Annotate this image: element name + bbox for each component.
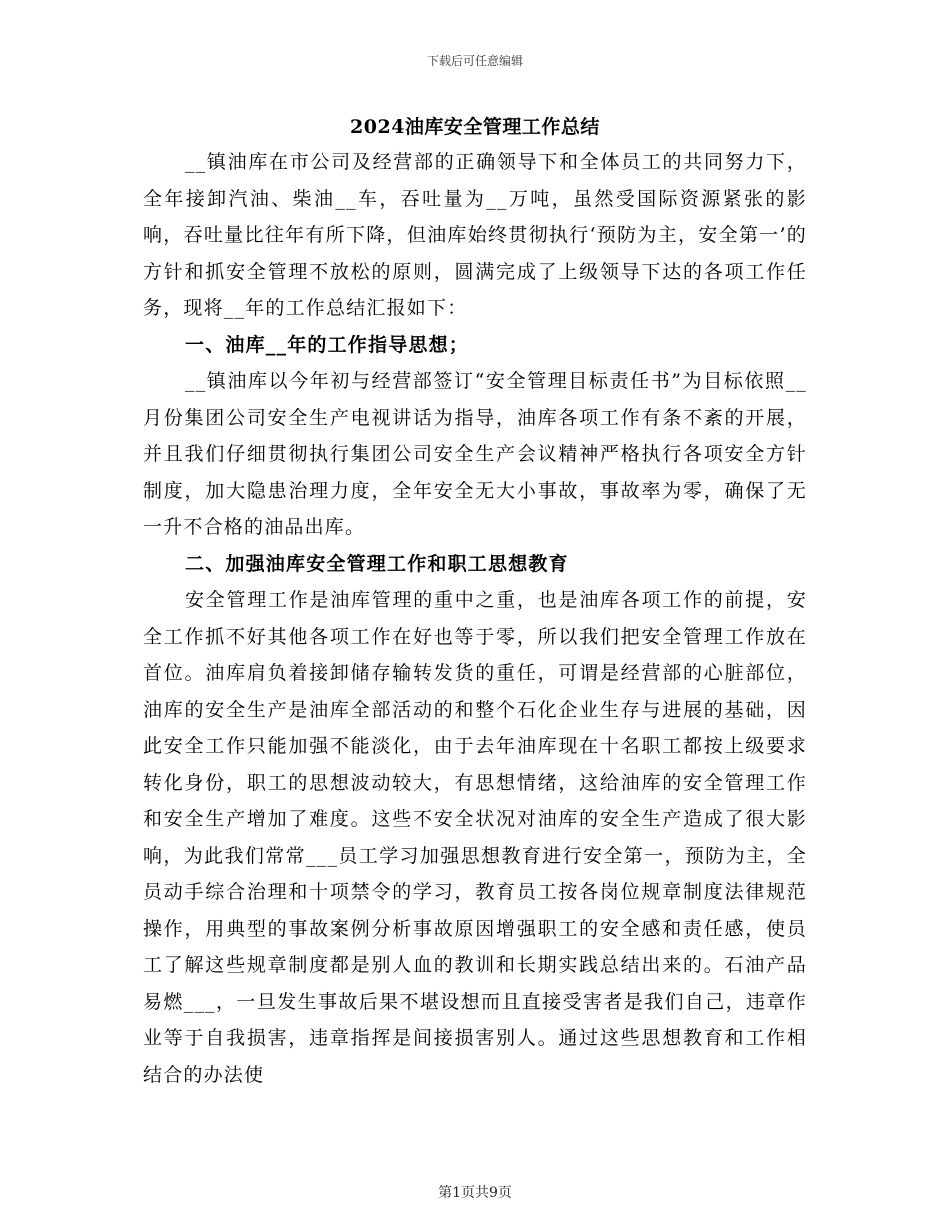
- page-number-footer: 第1页共9页: [438, 1185, 512, 1201]
- section-2-heading: 二、加强油库安全管理工作和职工思想教育: [185, 552, 569, 575]
- document-title: 2024油库安全管理工作总结: [350, 116, 600, 138]
- intro-paragraph: __镇油库在市公司及经营部的正确领导下和全体员工的共同努力下，全年接卸汽油、柴油__车，吞吐量为__万吨，虽然受国际资源紧张的影响，吞吐量比往年有所下降，但油库始终贯彻执行‘预防为主，安全第一’的方针和抓安全管理不放松的原则，圆满完成了上级领导下达的各项工作任务，现将__年的工作总结汇报如下：: [143, 151, 807, 319]
- section-1-heading: 一、油库__年的工作指导思想；: [185, 333, 470, 356]
- section-2-paragraph: 安全管理工作是油库管理的重中之重，也是油库各项工作的前提，安全工作抓不好其他各项工作在好也等于零，所以我们把安全管理工作放在首位。油库肩负着接卸储存输转发货的重任，可谓是经营部的心脏部位，油库的安全生产是油库全部活动的和整个石化企业生存与进展的基础，因此安全工作只能加强不能淡化，由于去年油库现在十名职工都按上级要求转化身份，职工的思想波动较大，有思想情绪，这给油库的安全管理工作和安全生产增加了难度。这些不安全状况对油库的安全生产造成了很大影响，为此我们常常___员工学习加强思想教育进行安全第一，预防为主，全员动手综合治理和十项禁令的学习，教育员工按各岗位规章制度法律规范操作，用典型的事故案例分析事故原因增强职工的安全感和责任感，使员工了解这些规章制度都是别人血的教训和长期实践总结出来的。石油产品易燃___，一旦发生事故后果不堪设想而且直接受害者是我们自己，违章作业等于自我损害，违章指挥是间接损害别人。通过这些思想教育和工作相结合的办法使: [143, 589, 807, 1086]
- section-1-paragraph: __镇油库以今年初与经营部签订“安全管理目标责任书”为目标依照__月份集团公司安全生产电视讲话为指导，油库各项工作有条不紊的开展，并且我们仔细贯彻执行集团公司安全生产会议精神严格执行各项安全方针制度，加大隐患治理力度，全年安全无大小事故，事故率为零，确保了无一升不合格的油品出库。: [143, 370, 807, 538]
- document-body: [143, 144, 807, 1093]
- page-header-note: 下载后可任意编辑: [426, 54, 523, 68]
